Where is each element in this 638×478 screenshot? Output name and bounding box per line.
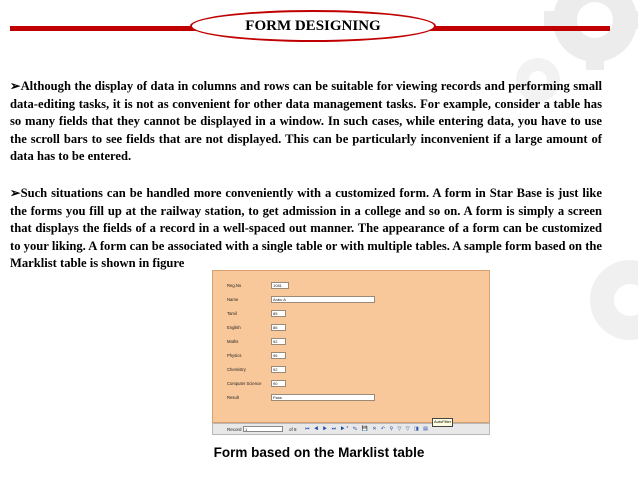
form-field-reg-no[interactable]: 1081 [271,282,289,289]
form-label: Computer Science [227,381,262,386]
form-field-computer-science[interactable]: 90 [271,380,286,387]
bullet-icon: ➢ [10,79,21,93]
page-title-text: FORM DESIGNING [245,17,381,34]
paragraph-2 [10,185,602,273]
form-screenshot [212,270,490,423]
paragraph-1 [10,78,602,166]
form-field-name[interactable]: Anbu A [271,296,375,303]
form-label: Physics [227,353,242,358]
form-field-english[interactable]: 86 [271,324,286,331]
form-label: Maths [227,339,239,344]
autofilter-tooltip: AutoFilter [432,418,453,427]
form-label: Reg.No [227,283,242,288]
navigation-toolbar-icons[interactable]: ⏮ ◀ ▶ ⏭ ▶* ✎ 💾 ✕ ↶ ⚲ ▽ ▽ ◨ ▤ [305,426,430,432]
form-label: English [227,325,241,330]
paragraph-1-text: Although the display of data in columns and rows can be suitable for viewing records and performing small data-editing tasks, it is not as convenient for other data management tasks. For example, consider a table has so many fields that they cannot be displayed in a window. In such cases, while entering data, you have to use the scroll bars to see fields that are not displayed. This can be particularly inconvenient if a large amount of data has to be entered. [10,79,602,164]
form-field-tamil[interactable]: 85 [271,310,286,317]
figure-caption: Form based on the Marklist table [213,445,425,460]
form-field-result[interactable]: Pass [271,394,375,401]
page-title [190,10,436,42]
form-field-maths[interactable]: 92 [271,338,286,345]
record-number-input[interactable]: 1 [243,426,283,432]
form-label: Chemistry [227,367,246,372]
form-label: Tamil [227,311,237,316]
form-label: Result [227,395,239,400]
form-label: Name [227,297,239,302]
form-field-chemistry[interactable]: 92 [271,366,286,373]
record-label: Record [227,427,242,432]
paragraph-2-text: Such situations can be handled more conveniently with a customized form. A form in Star Base is just like the forms you fill up at the railway station, to get admission in a college and so on. A form is simply a screen that displays the fields of a record in a well-spaced out manner. The appearance of a form can be customized to your liking. A form can be associated with a single table or with multiple tables. A sample form based on the Marklist table is shown in figure [10,186,602,271]
record-count: of 8 [289,427,297,432]
bullet-icon: ➢ [10,186,21,200]
form-field-physics[interactable]: 96 [271,352,286,359]
